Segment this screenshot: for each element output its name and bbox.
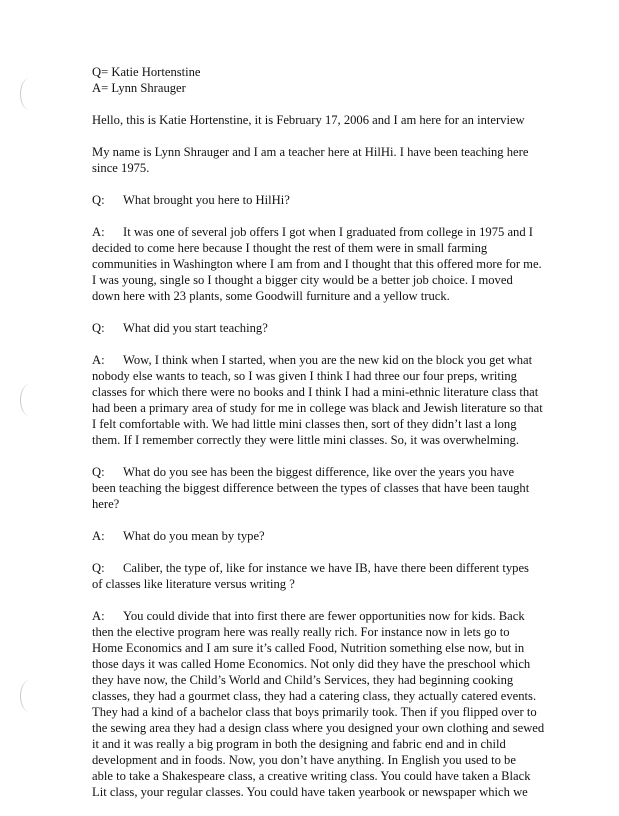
question — [92, 192, 592, 208]
answer-line: development and in foods. Now, you don’t have anything. In English you used to be — [92, 753, 516, 767]
question-label: Q: — [92, 321, 105, 335]
interviewer-key: Q= Katie Hortenstine — [92, 65, 201, 79]
answer-line: I felt comfortable with. We had little mini classes then, sort of they didn’t last a long — [92, 417, 517, 431]
answer — [92, 528, 592, 544]
answer-label: A: — [92, 353, 105, 367]
question-label: Q: — [92, 193, 105, 207]
answer — [92, 352, 592, 448]
answer-line: communities in Washington where I am from and I thought that this offered more for me. — [92, 257, 542, 271]
self-intro-line: since 1975. — [92, 161, 150, 175]
answer-label: A: — [92, 225, 105, 239]
answer-label: A: — [92, 529, 105, 543]
answer-line: They had a kind of a bachelor class that boys primarily took. Then if you flipped over to — [92, 705, 537, 719]
answer-line: nobody else wants to teach, so I was given I think I had three our four preps, writing — [92, 369, 517, 383]
answer-line: the sewing area they had a design class where you designed your own clothing and sewed — [92, 721, 545, 735]
intro-statement: Hello, this is Katie Hortenstine, it is February 17, 2006 and I am here for an interview — [92, 113, 525, 127]
question — [92, 560, 592, 592]
transcript-body — [92, 64, 592, 816]
answer-label: A: — [92, 609, 105, 623]
question-label: Q: — [92, 561, 105, 575]
punch-hole-mark — [20, 680, 39, 712]
answer-line: had been a primary area of study for me in college was black and Jewish literature so that — [92, 401, 543, 415]
answer-line: able to take a Shakespeare class, a creative writing class. You could have taken a Black — [92, 769, 531, 783]
question-line: here? — [92, 497, 120, 511]
speaker-key — [92, 64, 592, 96]
interviewee-key: A= Lynn Shrauger — [92, 81, 186, 95]
answer — [92, 224, 592, 304]
answer-line: classes, they had a gourmet class, they had a catering class, they actually catered events. — [92, 689, 537, 703]
answer-line: You could divide that into first there are fewer opportunities now for kids. Back — [123, 609, 525, 623]
self-introduction — [92, 144, 592, 176]
answer-line: them. If I remember correctly they were little mini classes. So, it was overwhelming. — [92, 433, 520, 447]
question-line: been teaching the biggest difference between the types of classes that have been taught — [92, 481, 530, 495]
question — [92, 320, 592, 336]
question-line: of classes like literature versus writing ? — [92, 577, 295, 591]
answer-line: it and it was really a big program in both the designing and fabric end and in child — [92, 737, 506, 751]
answer-line: decided to come here because I thought the rest of them were in small farming — [92, 241, 488, 255]
punch-hole-mark — [20, 78, 39, 110]
answer-line: Lit class, your regular classes. You could have taken yearbook or newspaper which we — [92, 785, 528, 799]
answer-line: down here with 23 plants, some Goodwill furniture and a yellow truck. — [92, 289, 450, 303]
answer-text: What do you mean by type? — [123, 529, 265, 543]
punch-hole-mark — [20, 384, 39, 416]
answer-line: those days it was called Home Economics. Not only did they have the preschool which — [92, 657, 531, 671]
question-text: What did you start teaching? — [123, 321, 268, 335]
question-line: What do you see has been the biggest difference, like over the years you have — [123, 465, 515, 479]
question-line: Caliber, the type of, like for instance we have IB, have there been different types — [123, 561, 529, 575]
question-label: Q: — [92, 465, 105, 479]
question-text: What brought you here to HilHi? — [123, 193, 290, 207]
question — [92, 464, 592, 512]
answer-line: they have now, the Child’s World and Child’s Services, they had beginning cooking — [92, 673, 514, 687]
answer-line: I was young, single so I thought a bigger city would be a better job choice. I moved — [92, 273, 513, 287]
answer-line: Wow, I think when I started, when you are the new kid on the block you get what — [123, 353, 533, 367]
answer-line: Home Economics and I am sure it’s called Food, Nutrition something else now, but in — [92, 641, 525, 655]
answer — [92, 608, 592, 800]
self-intro-line: My name is Lynn Shrauger and I am a teacher here at HilHi. I have been teaching here — [92, 145, 529, 159]
answer-line: then the elective program here was really really rich. For instance now in lets go to — [92, 625, 510, 639]
answer-line: classes for which there were no books and I think I had a mini-ethnic literature class that — [92, 385, 539, 399]
answer-line: It was one of several job offers I got when I graduated from college in 1975 and I — [123, 225, 533, 239]
